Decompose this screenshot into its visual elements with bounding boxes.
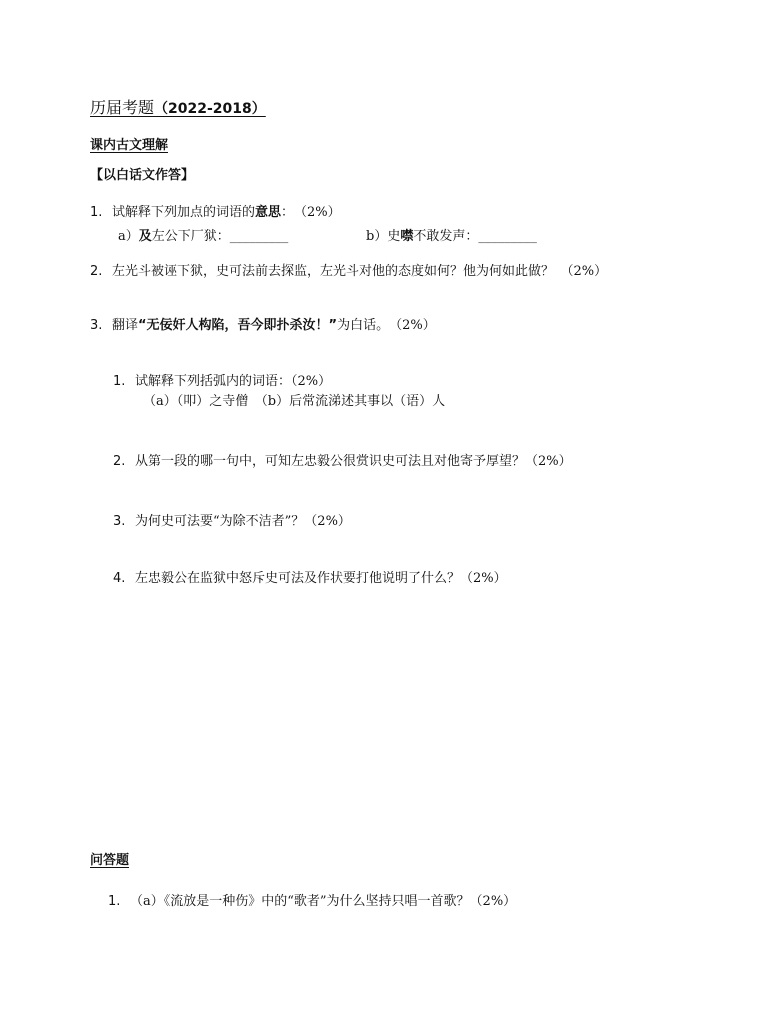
sub-label: b）史	[366, 229, 401, 244]
list-text: 从第一段的哪一句中，可知左忠毅公很赏识史可法且对他寄予厚望？（2%）	[135, 454, 572, 469]
question-text-tail: ： （2%）	[281, 205, 341, 220]
question-text: 翻译	[112, 318, 139, 333]
qa-item	[108, 890, 516, 909]
quoted-sentence: “无佞奸人构陷，吾今即扑杀汝！”	[138, 318, 338, 333]
dotted-word: 及	[138, 229, 152, 244]
sub-text: 不敢发声：_________	[413, 229, 537, 244]
section-heading-classical: 课内古文理解	[90, 138, 169, 153]
list-item	[113, 567, 507, 586]
list-number: 1.	[108, 894, 121, 909]
section-heading-qa: 问答题	[90, 853, 130, 868]
question-3	[90, 314, 436, 333]
question-1	[90, 201, 341, 220]
question-number: 2.	[90, 264, 103, 279]
dotted-word: 噤	[400, 229, 414, 244]
question-text-tail: 为白话。 （2%）	[337, 318, 436, 333]
sub-text: 左公下厂狱：_________	[151, 229, 289, 244]
sub-label: a）	[118, 229, 139, 244]
list-number: 1.	[113, 374, 126, 389]
answer-instruction: 【以白话文作答】	[90, 168, 195, 183]
question-2	[90, 260, 607, 279]
question-number: 3.	[90, 318, 103, 333]
page-title	[90, 95, 266, 118]
question-text: 左光斗被诬下狱，史可法前去探监，左光斗对他的态度如何？他为何如此做？ （2%）	[112, 264, 608, 279]
list-text: （a）《流放是一种伤》中的“歌者”为什么坚持只唱一首歌？（2%）	[130, 894, 517, 909]
list-item	[113, 510, 351, 529]
list-number: 3.	[113, 514, 126, 529]
list-text: 试解释下列括弧内的词语：（2%）	[135, 374, 332, 389]
list-item-sub: （a）（叩）之寺僧 （b）后常流涕述其事以（语）人	[143, 394, 446, 409]
page-title-years: （2022-2018）	[154, 101, 266, 117]
question-text: 试解释下列加点的词语的	[112, 205, 256, 220]
question-emphasis: 意思	[255, 205, 282, 220]
list-number: 4.	[113, 571, 126, 586]
question-1-sub-b	[366, 225, 537, 244]
list-number: 2.	[113, 454, 126, 469]
question-number: 1.	[90, 205, 103, 220]
list-text: 左忠毅公在监狱中怒斥史可法及作状要打他说明了什么？（2%）	[135, 571, 507, 586]
page-title-main: 历届考题	[90, 98, 155, 117]
list-item	[113, 450, 572, 469]
list-item	[113, 370, 331, 389]
list-text: 为何史可法要“为除不洁者”？（2%）	[135, 514, 351, 529]
question-1-sub-a	[118, 225, 288, 244]
